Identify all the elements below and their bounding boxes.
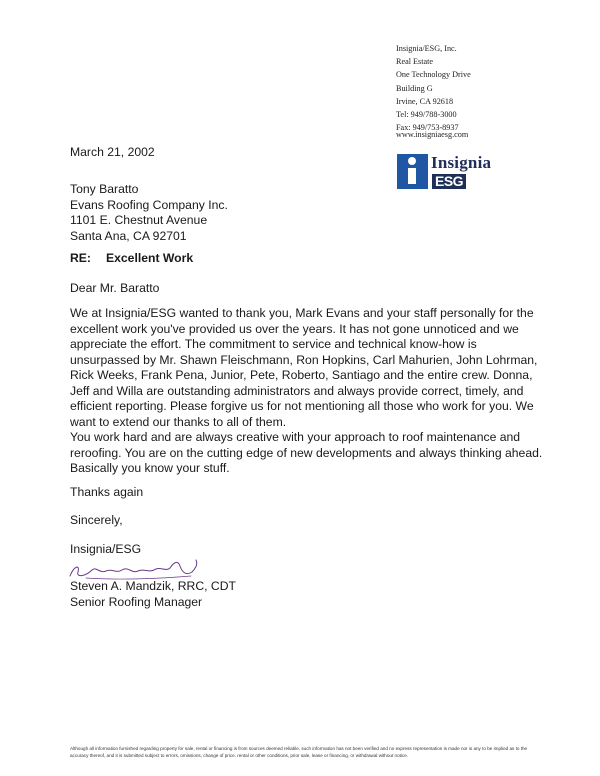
letterhead-address — [396, 42, 586, 134]
body-paragraph: We at Insignia/ESG wanted to thank you, Mark Evans and your staff personally for the excellent work you've provided us over the years. It has not gone unnoticed and we appreciate the effort. The commitment to service and technical know-how is unsurpassed by Mr. Shawn Fleischmann, Ron Hopkins, Carl Mahurien, John Lohrman, Rick Weeks, Frank Pena, Junior, Pete, Roberto, Santiago and the entire crew. Donna, Jeff and Willa are outstanding administrators and always provide correct, timely, and efficient reporting. Please forgive us for not mentioning all those who work for you. We want to extend our thanks to all of them. — [70, 306, 538, 429]
subject-text: Excellent Work — [106, 251, 194, 265]
signer-title: Senior Roofing Manager — [70, 594, 203, 609]
letterhead-website: www.insigniaesg.com — [396, 130, 469, 139]
logo-submark: ESG — [432, 174, 466, 189]
letterhead-fax: Fax: 949/753-8937 — [396, 123, 459, 133]
subject-line — [70, 251, 193, 267]
subject-label: RE: — [70, 251, 91, 265]
footer-disclaimer: Although all information furnished regarding property for sale, rental or financing is from sources deemed reliable, such information has not been verified and no express representation is made nor is any to be implied as to the accuracy thereof, and it is submitted subject to errors, omissions, change of price, rental or other conditions, prior sale, lease or financing, or withdrawal without notice. — [70, 746, 528, 758]
recipient-street: 1101 E. Chestnut Avenue — [70, 213, 208, 227]
letterhead-building: Building G — [396, 83, 433, 93]
recipient-company: Evans Roofing Company Inc. — [70, 197, 228, 212]
recipient-city: Santa Ana, CA 92701 — [70, 228, 187, 243]
logo-i-icon — [397, 154, 428, 189]
closing-sincerely: Sincerely, — [70, 513, 123, 527]
letterhead-street: One Technology Drive — [396, 70, 471, 80]
letterhead-city: Irvine, CA 92618 — [396, 96, 454, 106]
letterhead-tel: Tel: 949/788-3000 — [396, 110, 457, 120]
letterhead-division: Real Estate — [396, 57, 434, 67]
company-logo — [397, 154, 507, 192]
recipient-name: Tony Baratto — [70, 182, 139, 196]
signer-block — [70, 579, 236, 610]
salutation: Dear Mr. Baratto — [70, 281, 160, 295]
recipient-address — [70, 182, 228, 244]
letterhead-company: Insignia/ESG, Inc. — [396, 44, 457, 53]
logo-wordmark: Insignia — [431, 153, 492, 172]
closing-company: Insignia/ESG — [70, 542, 142, 556]
body-paragraph: You work hard and are always creative with your approach to roof maintenance and reroofing. You are on the cutting edge of new developments and always thinking ahead. Basically you know your stuff. — [70, 430, 543, 475]
closing-thanks: Thanks again — [70, 485, 144, 499]
letter-date: March 21, 2002 — [70, 145, 155, 159]
signer-name: Steven A. Mandzik, RRC, CDT — [70, 579, 236, 593]
